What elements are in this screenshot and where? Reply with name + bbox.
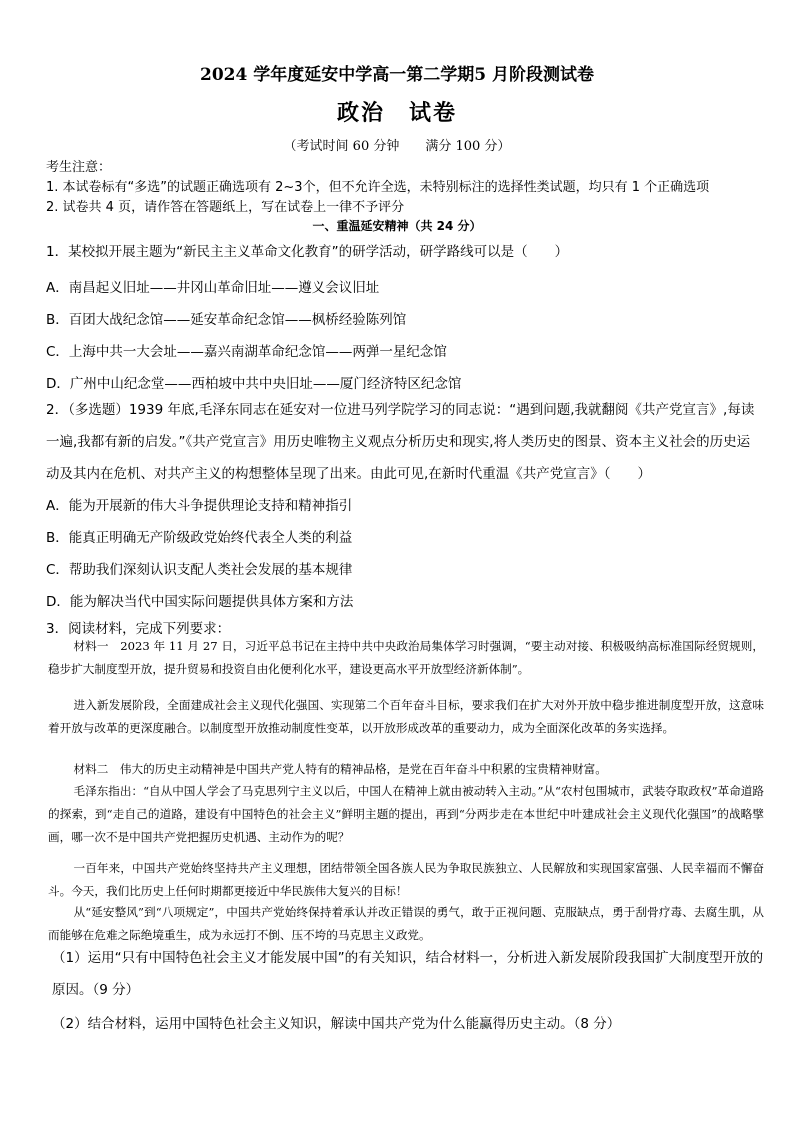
question-1-option-a: A．南昌起义旧址——井冈山革命旧址——遵义会议旧址 — [46, 280, 380, 296]
material-1-paragraph: 材料一 2023 年 11 月 27 日，习近平总书记在主持中共中央政治局集体学习时强调，“要主动对接、积极吸纳高标准国际经贸规则，稳步扩大制度型开放，提升贸易和投资自由化便利化水平，建设更高水平开放型经济新体制”。 — [48, 639, 764, 676]
subject-title: 政治 试卷 — [336, 100, 457, 126]
question-1-option-b: B．百团大战纪念馆——延安革命纪念馆——枫桥经验陈列馆 — [46, 312, 407, 328]
material-2-quote: 毛泽东指出：“自从中国人学会了马克思列宁主义以后，中国人在精神上就由被动转入主动。”从“农村包围城市，武装夺取政权”革命道路的探索，到“走自己的道路，建设有中国特色的社会主义”鲜明主题的提出，再到“分两步走在本世纪中叶建成社会主义现代化强国”的战略擘画，哪一次不是中国共产党把握历史机遇、主动作为的呢？ — [48, 784, 764, 844]
material-2-paragraph: 材料二 伟大的历史主动精神是中国共产党人特有的精神品格，是党在百年奋斗中积累的宝贵精神财富。 — [73, 762, 607, 776]
question-2-option-b: B．能真正明确无产阶级政党始终代表全人类的利益 — [46, 530, 353, 546]
question-1-stem: 1．某校拟开展主题为“新民主主义革命文化教育”的研学活动，研学路线可以是（ ） — [46, 244, 569, 260]
question-3-sub-1: （1）运用“只有中国特色社会主义才能发展中国”的有关知识，结合材料一，分析进入新发展阶段我国扩大制度型开放的原因。（9 分） — [52, 950, 764, 998]
question-2-stem: 2．（多选题）1939 年底,毛泽东同志在延安对一位进马列学院学习的同志说：“遇到问题,我就翻阅《共产党宣言》,每读一遍,我都有新的启发。”《共产党宣言》用历史唯物主义观点分析历史和现实,将人类历史的图景、资本主义社会的历史运动及其内在危机、对共产主义的构想整体呈现了出来。由此可见,在新时代重温《共产党宣言》（ ） — [46, 402, 755, 482]
exam-title: 2024 学年度延安中学高一第二学期5 月阶段测试卷 — [200, 65, 594, 85]
question-1-option-d: D．广州中山纪念堂——西柏坡中共中央旧址——厦门经济特区纪念馆 — [46, 376, 462, 392]
notice-item-1: 1. 本试卷标有“多选”的试题正确选项有 2~3个，但不允许全选，未特别标注的选择性类试题，均只有 1 个正确选项 — [46, 180, 710, 195]
material-1-continued: 进入新发展阶段，全面建成社会主义现代化强国、实现第二个百年奋斗目标，要求我们在扩大对外开放中稳步推进制度型开放，这意味着开放与改革的更深度融合。以制度型开放推动制度性变革，以开放形成改革的重要动力，成为全面深化改革的务实选择。 — [48, 698, 764, 735]
section-title: 一、重温延安精神（共 24 分） — [312, 219, 482, 233]
exam-info: （考试时间 60 分钟 满分 100 分） — [283, 139, 511, 154]
question-3-sub-2: （2）结合材料，运用中国特色社会主义知识，解读中国共产党为什么能赢得历史主动。（8 分） — [52, 1016, 621, 1032]
question-2-option-c: C．帮助我们深刻认识支配人类社会发展的基本规律 — [46, 562, 353, 578]
material-2-century: 一百年来，中国共产党始终坚持共产主义理想，团结带领全国各族人民为争取民族独立、人民解放和实现国家富强、人民幸福而不懈奋斗。今天，我们比历史上任何时期都更接近中华民族伟大复兴的目标！ — [48, 861, 764, 898]
question-2-option-a: A．能为开展新的伟大斗争提供理论支持和精神指引 — [46, 498, 353, 514]
notice-heading: 考生注意： — [46, 160, 112, 175]
notice-item-2: 2. 试卷共 4 页，请作答在答题纸上，写在试卷上一律不予评分 — [46, 200, 405, 215]
question-3-stem: 3．阅读材料，完成下列要求： — [46, 621, 231, 637]
question-1-option-c: C．上海中共一大会址——嘉兴南湖革命纪念馆——两弹一星纪念馆 — [46, 344, 447, 360]
question-2-option-d: D．能为解决当代中国实际问题提供具体方案和方法 — [46, 594, 354, 610]
material-2-rectification: 从“延安整风”到“八项规定”，中国共产党始终保持着承认并改正错误的勇气，敢于正视问题、克服缺点，勇于刮骨疗毒、去腐生肌，从而能够在危难之际绝境重生，成为永远打不倒、压不垮的马克思主义政党。 — [48, 905, 764, 942]
